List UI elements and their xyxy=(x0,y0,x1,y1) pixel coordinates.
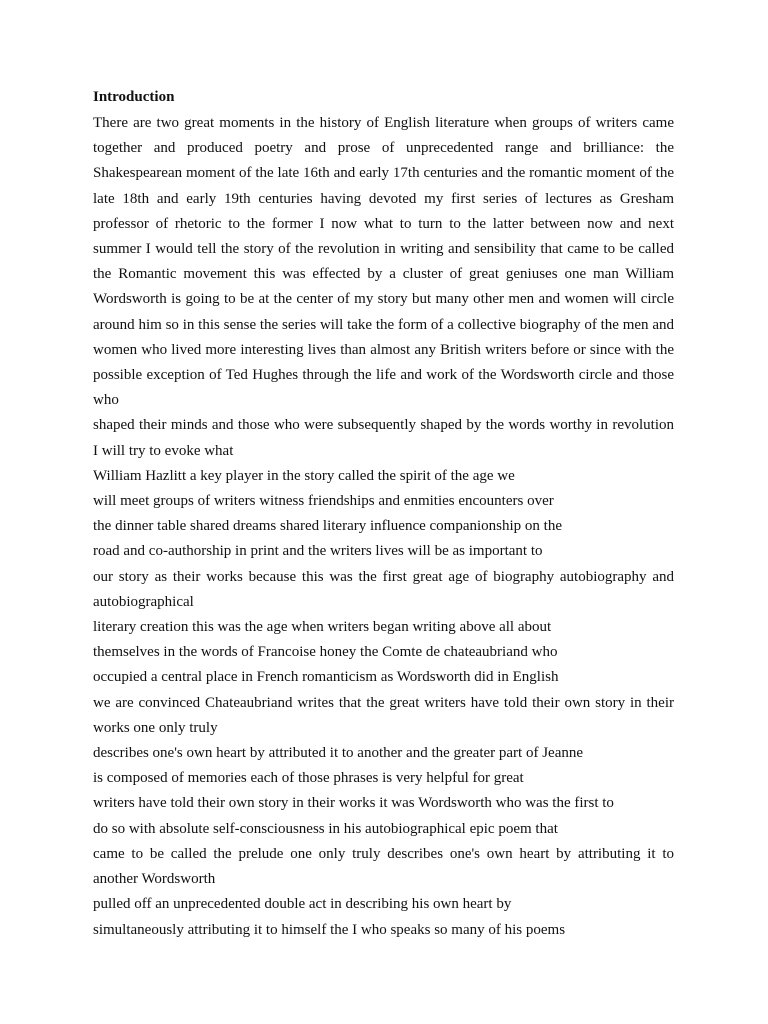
paragraph: literary creation this was the age when writers began writing above all about xyxy=(93,619,552,636)
paragraph: is composed of memories each of those phrases is very helpful for great xyxy=(93,770,524,787)
paragraph: William Hazlitt a key player in the story called the spirit of the age we xyxy=(93,467,515,484)
paragraph: describes one's own heart by attributed it to another and the greater part of Jeanne xyxy=(93,745,584,762)
paragraph: There are two great moments in the history of English literature when groups of writers came together and produced poetry and prose of unprecedented range and brilliance: the Shakespearean moment of the late 16th and early 17th centuries and the romantic moment of the late 18th and early 19th centuries having devoted my first series of lectures as Gresham professor of rhetoric to the former I now what to turn to the latter between now and next summer I would tell the story of the revolution in writing and sensibility that came to be called the Romantic movement this was effected by a cluster of great geniuses one man William Wordsworth is going to be at the center of my story but many other men and women will circle around him so in this sense the series will take the form of a collective biography of the men and women who lived more interesting lives than almost any British writers before or since with the possible exception of Ted Hughes through the life and work of the Wordsworth circle and those who xyxy=(93,115,674,409)
paragraph: do so with absolute self-consciousness in his autobiographical epic poem that xyxy=(93,820,558,837)
paragraph: our story as their works because this was the first great age of biography autobiography and autobiographical xyxy=(93,568,674,610)
paragraph: writers have told their own story in their works it was Wordsworth who was the first to xyxy=(93,795,614,812)
paragraph: themselves in the words of Francoise honey the Comte de chateaubriand who xyxy=(93,644,558,661)
paragraph: pulled off an unprecedented double act in describing his own heart by xyxy=(93,896,512,913)
paragraph: will meet groups of writers witness friendships and enmities encounters over xyxy=(93,493,554,510)
document-heading: Introduction xyxy=(93,89,175,105)
paragraph: simultaneously attributing it to himself the I who speaks so many of his poems xyxy=(93,921,566,938)
paragraph: came to be called the prelude one only truly describes one's own heart by attributing it to another Wordsworth xyxy=(93,845,674,888)
paragraph: we are convinced Chateaubriand writes that the great writers have told their own story in their works one only truly xyxy=(93,694,674,736)
paragraph: occupied a central place in French romanticism as Wordsworth did in English xyxy=(93,669,559,686)
paragraph: shaped their minds and those who were subsequently shaped by the words worthy in revolution I will try to evoke what xyxy=(93,417,674,459)
paragraph: the dinner table shared dreams shared literary influence companionship on the xyxy=(93,518,562,535)
paragraph: road and co-authorship in print and the writers lives will be as important to xyxy=(93,543,543,560)
document-page xyxy=(93,86,674,943)
